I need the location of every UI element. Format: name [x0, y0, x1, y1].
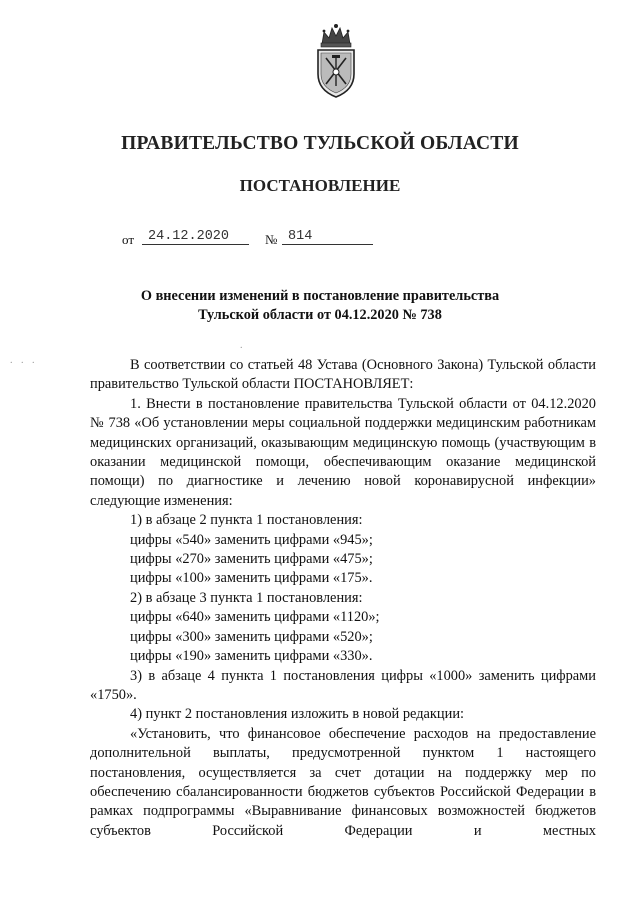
- list-item: 1) в абзаце 2 пункта 1 постановления:: [130, 512, 363, 529]
- list-item: цифры «190» заменить цифрами «330».: [130, 648, 373, 665]
- paragraph-item-4: 4) пункт 2 постановления изложить в новой редакции:: [130, 706, 465, 723]
- date-field: 24.12.2020: [142, 229, 249, 245]
- government-title: ПРАВИТЕЛЬСТВО ТУЛЬСКОЙ ОБЛАСТИ: [121, 133, 519, 154]
- margin-mark-left: . . .: [10, 355, 38, 366]
- subject-line-2: Тульской области от 04.12.2020 № 738: [198, 307, 442, 323]
- list-item: цифры «270» заменить цифрами «475»;: [130, 551, 373, 568]
- document-type: ПОСТАНОВЛЕНИЕ: [239, 176, 401, 195]
- list-item: цифры «100» заменить цифрами «175».: [130, 570, 373, 587]
- list-item: цифры «540» заменить цифрами «945»;: [130, 531, 373, 548]
- paragraph-item-3: 3) в абзаце 4 пункта 1 постановления цифры «1000» заменить цифрами «1750».: [90, 667, 596, 703]
- scan-speck: .: [240, 340, 246, 351]
- number-field: 814: [282, 229, 373, 245]
- paragraph-basis: В соответствии со статьей 48 Устава (Основного Закона) Тульской области правительство Тульской области ПОСТАНОВЛЯЕТ:: [90, 357, 596, 393]
- subject-line-1: О внесении изменений в постановление правительства: [140, 288, 500, 304]
- document-body: [90, 356, 596, 841]
- list-item: цифры «640» заменить цифрами «1120»;: [130, 609, 380, 626]
- date-label: от: [122, 232, 135, 247]
- list-item: цифры «300» заменить цифрами «520»;: [130, 628, 373, 645]
- document-subject: [80, 287, 560, 325]
- paragraph-new-text: «Установить, что финансовое обеспечение расходов на предоставление дополнительной выплаты, предусмотренной пунктом 1 настоящего постановления, осуществляется за счет дотации на поддержку мер по обеспечению сбалансированности бюджетов субъектов Российской Федерации в рамках подпрограммы «Выравнивание финансовых возможностей бюджетов субъектов Российской Федерации и местных: [90, 725, 596, 839]
- paragraph-item-1: 1. Внести в постановление правительства Тульской области от 04.12.2020 № 738 «Об установлении меры социальной поддержки медицинским работникам медицинских организаций, оказывающим медицинскую помощь (участвующим в оказании медицинской помощи, обеспечивающим оказание медицинской помощи) по диагностике и лечению новой коронавирусной инфекции» следующие изменения:: [90, 395, 596, 509]
- coat-of-arms-icon: [312, 22, 360, 100]
- number-label: №: [265, 232, 278, 247]
- list-item: 2) в абзаце 3 пункта 1 постановления:: [130, 589, 363, 606]
